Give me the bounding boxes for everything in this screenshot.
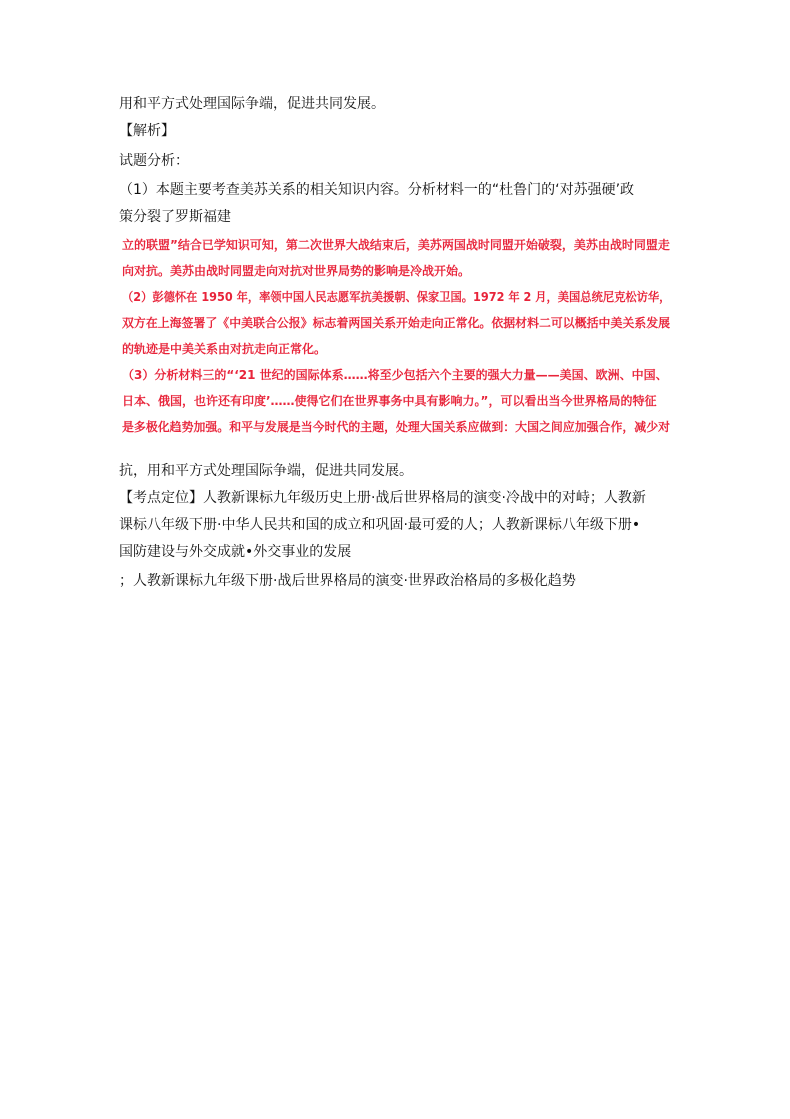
red-text-image	[119, 232, 675, 444]
red-text-line: 是多极化趋势加强。和平与发展是当今时代的主题，处理大国关系应做到：大国之间应加强合作，减少对	[122, 420, 671, 434]
red-text-line: 的轨迹是中美关系由对抗走向正常化。	[122, 342, 327, 356]
text-line: ；人教新课标九年级下册·战后世界格局的演变·世界政治格局的多极化趋势	[119, 573, 576, 589]
text-line: 用和平方式处理国际争端，促进共同发展。	[119, 96, 385, 112]
red-text-line: 立的联盟”结合已学知识可知，第二次世界大战结束后，美苏两国战时同盟开始破裂，美苏由战时同盟走	[122, 238, 670, 252]
text-line: （1）本题主要考查美苏关系的相关知识内容。分析材料一的“杜鲁门的‘对苏强硬’政	[119, 182, 635, 198]
text-line: 课标八年级下册·中华人民共和国的成立和巩固·最可爱的人；人教新课标八年级下册•	[119, 517, 641, 533]
red-text-line: 向对抗。美苏由战时同盟走向对抗对世界局势的影响是冷战开始。	[122, 264, 471, 278]
text-line: 国防建设与外交成就•外交事业的发展	[119, 544, 352, 560]
kaodian-line: 【考点定位】人教新课标九年级历史上册·战后世界格局的演变·冷战中的对峙；人教新	[119, 490, 646, 506]
analysis-heading: 【解析】	[119, 123, 175, 139]
red-text-line: （3）分析材料三的“‘21 世纪的国际体系……将至少包括六个主要的强大力量——美国、欧洲、中国、	[122, 368, 668, 382]
red-text-line: 日本、俄国，也许还有印度’……使得它们在世界事务中具有影响力。”，可以看出当今世界格局的特征	[122, 394, 657, 408]
text-line: 抗，用和平方式处理国际争端，促进共同发展。	[119, 463, 413, 479]
text-line: 试题分析：	[119, 153, 189, 169]
red-text-line: 双方在上海签署了《中美联合公报》标志着两国关系开始走向正常化。依据材料二可以概括中美关系发展	[122, 316, 671, 330]
text-line: 策分裂了罗斯福建	[119, 209, 231, 225]
red-text-line: （2）彭德怀在 1950 年，率领中国人民志愿军抗美援朝、保家卫国。1972 年 2 月，美国总统尼克松访华，	[122, 290, 671, 304]
